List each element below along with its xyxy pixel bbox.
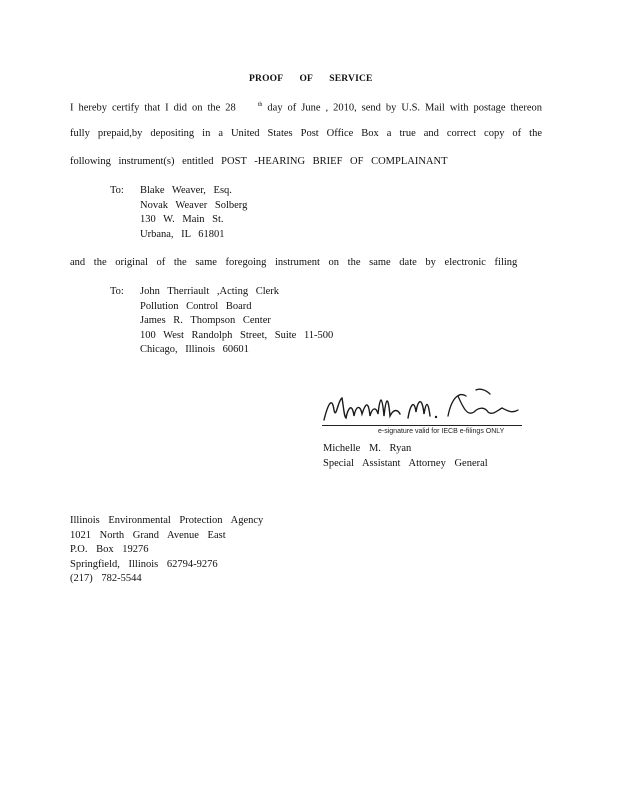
agency-line: P.O. Box 19276 [70,544,149,555]
recipient-2-line: James R. Thompson Center [140,315,271,326]
recipient-1-line: Blake Weaver, Esq. [140,185,232,196]
certify-line-1-start: I hereby certify that I did on the 28 [70,102,236,114]
to-label-1: To: [110,185,124,196]
ordinal-suffix: th [257,102,263,108]
recipient-2-line: John Therriault ,Acting Clerk [140,286,280,297]
signer-name: Michelle M. Ryan [323,443,412,454]
recipient-2-address [140,285,333,358]
certify-line-1-end: day of June , 2010, send by U.S. Mail with postage thereon [267,102,543,114]
original-filing-line: and the original of the same foregoing instrument on the same date by electronic filing [70,257,518,268]
agency-line: (217) 782-5544 [70,573,142,584]
recipient-2-line: Pollution Control Board [140,300,252,312]
recipient-1-line: Novak Weaver Solberg [140,199,248,211]
recipient-2-line: 100 West Randolph Street, Suite 11-500 [140,329,334,341]
recipient-1-line: Urbana, IL 61801 [140,228,225,240]
signer-title: Special Assistant Attorney General [323,458,488,469]
signature-line [322,425,522,426]
handwritten-signature [318,386,548,430]
recipient-1-line: 130 W. Main St. [140,214,224,225]
signature-validity-note: e-signature valid for IECB e-filings ONLY [378,428,505,435]
certify-line-1 [70,98,542,116]
recipient-1-address [140,184,247,242]
agency-line: Springfield, Illinois 62794-9276 [70,558,218,570]
agency-line: 1021 North Grand Avenue East [70,529,226,541]
agency-address [70,514,263,587]
to-label-2: To: [110,286,124,297]
agency-line: Illinois Environmental Protection Agency [70,515,264,526]
recipient-2-line: Chicago, Illinois 60601 [140,344,249,355]
certify-line-3: following instrument(s) entitled POST -HEARING BRIEF OF COMPLAINANT [70,156,448,167]
certify-line-2: fully prepaid,by depositing in a United States Post Office Box a true and correct copy of the [70,128,542,139]
document-title: PROOF OF SERVICE [249,74,373,84]
